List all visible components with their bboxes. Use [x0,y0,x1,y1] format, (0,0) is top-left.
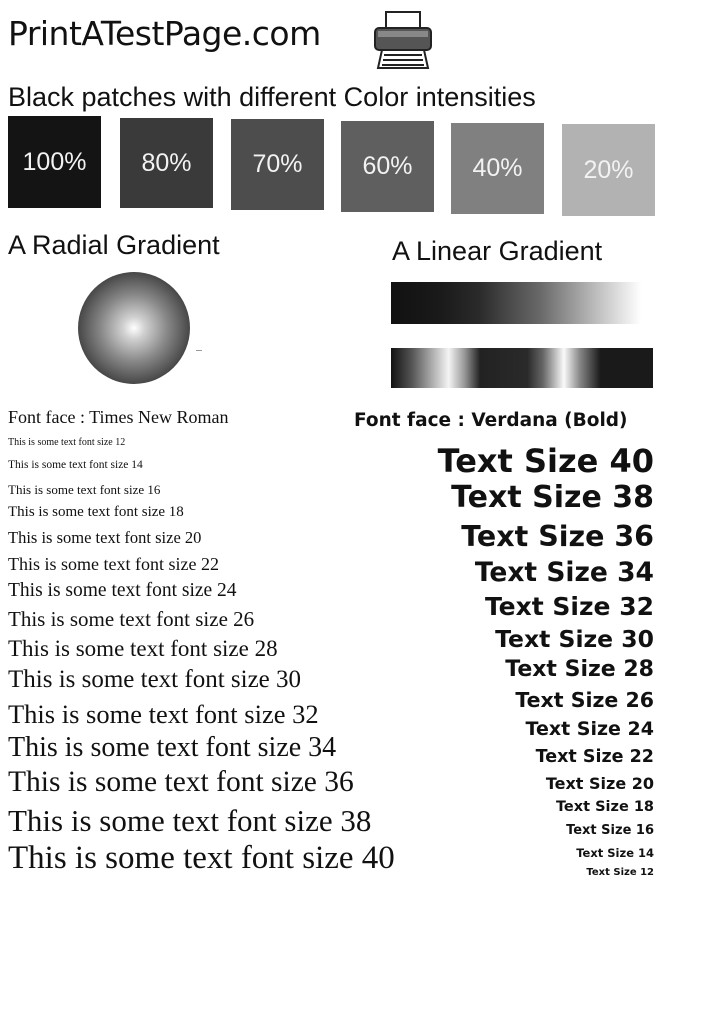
times-line-24: This is some text font size 24 [8,580,237,601]
times-line-16: This is some text font size 16 [8,482,161,497]
times-line-36: This is some text font size 36 [8,766,354,798]
verdana-line-28: Text Size 28 [505,657,654,682]
site-title: PrintATestPage.com [8,14,321,53]
linear-gradient-title: A Linear Gradient [392,236,603,266]
verdana-line-34: Text Size 34 [474,557,654,588]
times-line-26: This is some text font size 26 [8,607,255,631]
verdana-line-40: Text Size 40 [437,442,654,480]
verdana-line-20: Text Size 20 [545,774,654,793]
times-line-40: This is some text font size 40 [8,840,395,876]
verdana-line-18: Text Size 18 [555,799,654,815]
verdana-line-22: Text Size 22 [535,747,654,767]
patch-70: 70% [231,119,324,210]
patch-100: 100% [8,116,101,208]
verdana-line-12: Text Size 12 [586,867,654,878]
verdana-line-26: Text Size 26 [515,688,654,712]
speck-mark [196,350,202,351]
radial-gradient-title: A Radial Gradient [8,230,220,260]
times-line-34: This is some text font size 34 [8,732,337,763]
linear-gradient-bar [391,282,641,324]
patch-40: 40% [451,123,544,214]
times-line-20: This is some text font size 20 [8,528,202,547]
verdana-line-30: Text Size 30 [495,625,654,653]
verdana-line-24: Text Size 24 [525,718,654,740]
times-line-28: This is some text font size 28 [8,636,278,661]
verdana-line-36: Text Size 36 [461,520,654,553]
times-line-38: This is some text font size 38 [8,803,372,838]
times-line-12: This is some text font size 12 [8,437,126,448]
patch-20: 20% [562,124,655,216]
patch-60: 60% [341,121,434,212]
patch-80: 80% [120,118,213,208]
verdana-line-14: Text Size 14 [576,846,654,860]
times-line-18: This is some text font size 18 [8,504,184,520]
radial-gradient-circle [78,272,190,384]
times-line-14: This is some text font size 14 [8,459,143,471]
verdana-line-32: Text Size 32 [484,592,654,621]
patches-title: Black patches with different Color intensities [8,82,536,112]
verdana-line-38: Text Size 38 [451,480,654,515]
times-line-30: This is some text font size 30 [8,666,302,693]
printer-icon [372,10,434,72]
times-line-32: This is some text font size 32 [8,699,319,729]
times-line-22: This is some text font size 22 [8,554,219,574]
verdana-line-16: Text Size 16 [566,823,654,838]
times-heading: Font face : Times New Roman [8,407,229,427]
verdana-heading: Font face : Verdana (Bold) [354,410,628,431]
banded-gradient-bar [391,348,653,388]
